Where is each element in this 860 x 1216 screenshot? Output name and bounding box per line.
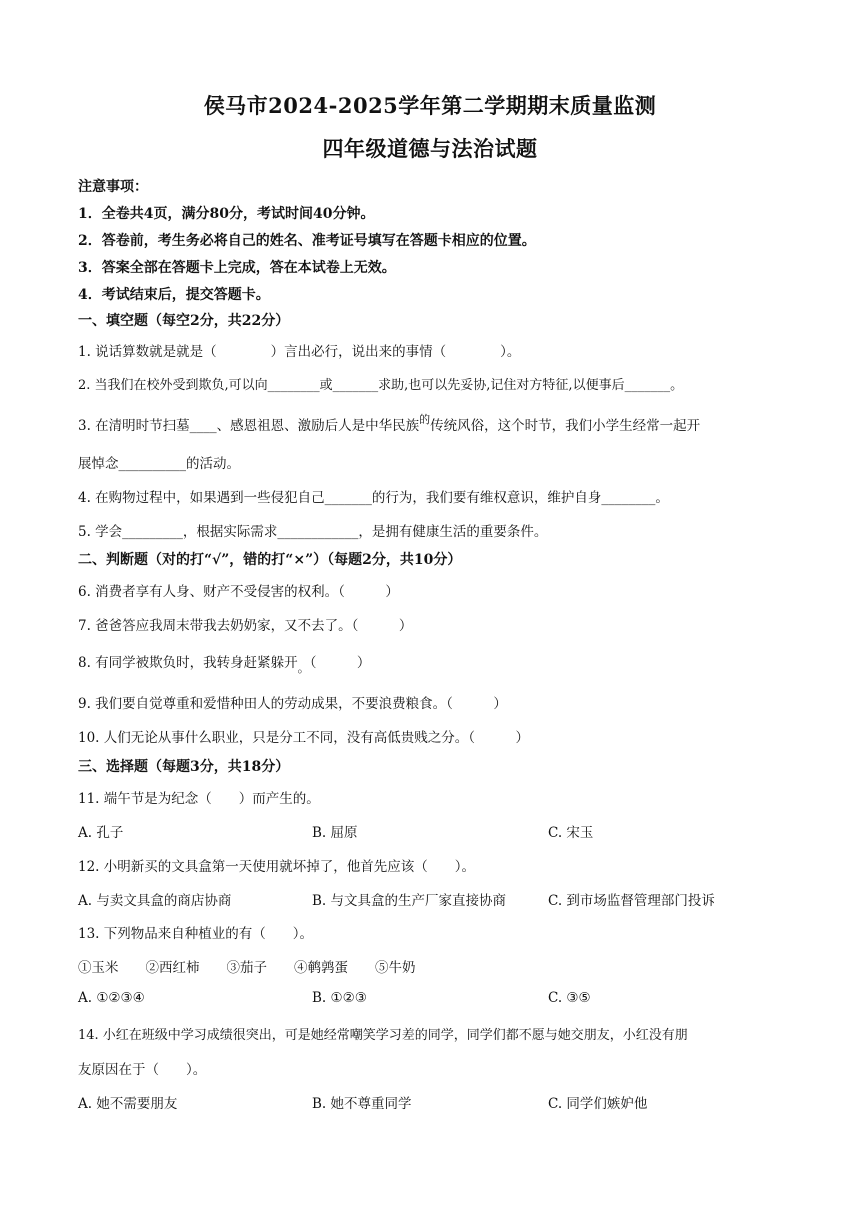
question-2: 2. 当我们在校外受到欺负,可以向________或_______求助,也可以先妥协,记住对方特征,以便事后_______。 xyxy=(78,378,684,393)
question-8-mark: 。 xyxy=(297,661,310,675)
section1-heading: 一、填空题（每空2分，共22分） xyxy=(78,313,290,329)
section3-heading: 三、选择题（每题3分，共18分） xyxy=(78,759,290,775)
question-8-text: 8. 有同学被欺负时，我转身赶紧躲开 xyxy=(78,655,298,671)
question-5: 5. 学会_________，根据实际需求____________，是拥有健康生活的重要条件。 xyxy=(78,524,548,540)
question-9: 9. 我们要自觉尊重和爱惜种田人的劳动成果，不要浪费粮食。（ ） xyxy=(78,696,507,712)
option-a: A. 与卖文具盒的商店协商 xyxy=(78,893,232,909)
notice-item: 2．答卷前，考生务必将自己的姓名、准考证号填写在答题卡相应的位置。 xyxy=(78,233,536,249)
option-b: B. ①②③ xyxy=(312,990,367,1006)
question-13-items: ①玉米 ②西红柿 ③茄子 ④鹌鹑蛋 ⑤牛奶 xyxy=(78,960,416,976)
notice-item: 4．考试结束后，提交答题卡。 xyxy=(78,287,270,303)
notice-heading: 注意事项： xyxy=(78,179,148,195)
option-c: C. 宋玉 xyxy=(548,825,594,841)
question-14-continued: 友原因在于（ ）。 xyxy=(78,1062,207,1078)
question-12: 12. 小明新买的文具盒第一天使用就坏掉了，他首先应该（ ）。 xyxy=(78,859,476,875)
question-3-continued: 展悼念__________的活动。 xyxy=(78,456,240,472)
option-a: A. 她不需要朋友 xyxy=(78,1096,178,1112)
question-3 xyxy=(78,414,700,434)
question-10: 10. 人们无论从事什么职业，只是分工不同，没有高低贵贱之分。（ ） xyxy=(78,730,530,746)
option-b: B. 屈原 xyxy=(312,825,358,841)
option-c: C. 到市场监督管理部门投诉 xyxy=(548,893,715,909)
question-4: 4. 在购物过程中，如果遇到一些侵犯自己_______的行为，我们要有维权意识，维护自身________。 xyxy=(78,490,669,506)
option-c: C. 同学们嫉妒他 xyxy=(548,1096,648,1112)
exam-title: 侯马市2024-2025学年第二学期期末质量监测 xyxy=(203,93,657,118)
question-8-bracket: （ ） xyxy=(309,655,371,671)
question-13: 13. 下列物品来自种植业的有（ ）。 xyxy=(78,926,314,942)
question-1: 1. 说话算数就是就是（ ）言出必行，说出来的事情（ ）。 xyxy=(78,344,521,360)
option-b: B. 与文具盒的生产厂家直接协商 xyxy=(312,893,507,909)
question-3-text-b: 传统风俗，这个时节，我们小学生经常一起开 xyxy=(430,418,701,434)
option-a: A. ①②③④ xyxy=(78,990,145,1006)
exam-subtitle: 四年级道德与法治试题 xyxy=(322,136,538,161)
question-6: 6. 消费者享有人身、财产不受侵害的权利。（ ） xyxy=(78,584,399,600)
option-c: C. ③⑤ xyxy=(548,990,591,1006)
question-14: 14. 小红在班级中学习成绩很突出，可是她经常嘲笑学习差的同学，同学们都不愿与她交朋友，小红没有朋 xyxy=(78,1028,688,1043)
option-b: B. 她不尊重同学 xyxy=(312,1096,412,1112)
option-a: A. 孔子 xyxy=(78,825,124,841)
notice-item: 1．全卷共4页，满分80分，考试时间40分钟。 xyxy=(78,206,375,222)
question-11: 11. 端午节是为纪念（ ）而产生的。 xyxy=(78,791,320,807)
notice-item: 3．答案全部在答题卡上完成，答在本试卷上无效。 xyxy=(78,260,396,276)
question-3-sup: 的 xyxy=(419,413,431,426)
question-7: 7. 爸爸答应我周末带我去奶奶家，又不去了。（ ） xyxy=(78,618,413,634)
question-3-text-a: 3. 在清明时节扫墓____、感恩祖恩、激励后人是中华民族 xyxy=(78,418,420,434)
section2-heading: 二、判断题（对的打“√”，错的打“×”）（每题2分，共10分） xyxy=(78,552,462,568)
question-8 xyxy=(78,651,371,675)
